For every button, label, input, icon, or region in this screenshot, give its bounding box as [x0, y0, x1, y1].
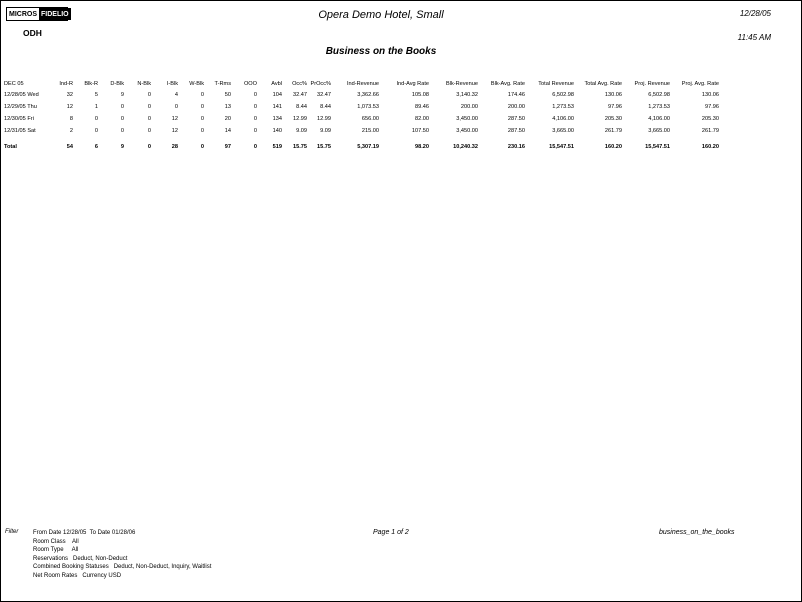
- cell: 205.30: [701, 116, 719, 122]
- cell: W-Blk: [189, 81, 204, 87]
- cell: 82.00: [415, 116, 429, 122]
- cell: 200.00: [507, 104, 525, 110]
- cell: 6: [94, 144, 98, 150]
- cell: 89.46: [415, 104, 429, 110]
- cell: 9: [120, 144, 124, 150]
- cell: 3,450.00: [456, 116, 478, 122]
- cell: 12/29/05 Thu: [4, 104, 37, 110]
- filter-lines: [33, 529, 211, 580]
- cell: Ind-Avg Rate: [396, 81, 429, 87]
- cell: Ind-Revenue: [346, 81, 379, 87]
- cell: 134: [272, 116, 282, 122]
- cell: 174.46: [507, 92, 525, 98]
- cell: 0: [174, 104, 178, 110]
- cell: 0: [147, 128, 151, 134]
- cell: 0: [253, 92, 257, 98]
- cell: 14: [224, 128, 231, 134]
- cell: 20: [224, 116, 231, 122]
- cell: 205.30: [604, 116, 622, 122]
- cell: 104: [272, 92, 282, 98]
- header-row: [4, 79, 719, 89]
- cell: 3,140.32: [456, 92, 478, 98]
- cell: 50: [224, 92, 231, 98]
- cell: 8.44: [296, 104, 307, 110]
- cell: 1: [94, 104, 98, 110]
- cell: 0: [147, 92, 151, 98]
- cell: 5: [94, 92, 98, 98]
- cell: 54: [66, 144, 73, 150]
- report-title: Business on the Books: [325, 46, 437, 57]
- cell: Proj. Revenue: [634, 81, 670, 87]
- cell: 1,273.53: [648, 104, 670, 110]
- cell: 261.79: [701, 128, 719, 134]
- cell: T-Rms: [214, 81, 231, 87]
- cell: 4,106.00: [552, 116, 574, 122]
- cell: 4,106.00: [648, 116, 670, 122]
- cell: 32: [66, 92, 73, 98]
- report-date: 12/28/05: [739, 9, 771, 18]
- cell: 8: [69, 116, 73, 122]
- cell: 3,362.66: [357, 92, 379, 98]
- cell: OOO: [243, 81, 257, 87]
- cell: 0: [147, 116, 151, 122]
- cell: 3,665.00: [648, 128, 670, 134]
- cell: 160.20: [701, 144, 719, 150]
- cell: PrOcc%: [310, 81, 331, 87]
- cell: 0: [147, 104, 151, 110]
- cell: N-Blk: [137, 81, 151, 87]
- cell: 4: [174, 92, 178, 98]
- cell: I-Blk: [166, 81, 178, 87]
- cell: 6,502.98: [552, 92, 574, 98]
- cell: 141: [272, 104, 282, 110]
- cell: Occ%: [292, 81, 307, 87]
- cell: 0: [253, 128, 257, 134]
- cell: Proj. Avg. Rate: [681, 81, 719, 87]
- filter-line: Room Type All: [33, 547, 79, 553]
- cell: 0: [200, 128, 204, 134]
- table-row: [4, 113, 719, 125]
- property-code: ODH: [23, 28, 42, 38]
- cell: Total: [4, 144, 17, 150]
- cell: 12/28/05 Wed: [4, 92, 39, 98]
- cell: 3,450.00: [456, 128, 478, 134]
- cell: 5,307.19: [357, 144, 379, 150]
- filter-line: From Date 12/28/05 To Date 01/28/06: [33, 530, 136, 536]
- cell: 9.09: [320, 128, 331, 134]
- cell: 6,502.98: [648, 92, 670, 98]
- cell: 0: [120, 128, 124, 134]
- cell: 160.20: [604, 144, 622, 150]
- cell: 0: [120, 104, 124, 110]
- cell: 0: [200, 116, 204, 122]
- cell: 1,273.53: [552, 104, 574, 110]
- total-row: [4, 141, 719, 153]
- filter-line: Room Class All: [33, 538, 79, 545]
- cell: Blk-Revenue: [445, 81, 478, 87]
- cell: 0: [120, 116, 124, 122]
- report-time: 11:45 AM: [737, 33, 771, 42]
- cell: D-Blk: [110, 81, 124, 87]
- cell: Ind-R: [59, 81, 73, 87]
- cell: 13: [224, 104, 231, 110]
- cell: 32.47: [293, 92, 307, 98]
- cell: 28: [171, 144, 178, 150]
- cell: 0: [200, 104, 204, 110]
- cell: 9: [120, 92, 124, 98]
- cell: 0: [94, 116, 98, 122]
- hotel-name: Opera Demo Hotel, Small: [318, 9, 444, 21]
- cell: 15.75: [293, 144, 307, 150]
- cell: 12: [171, 128, 178, 134]
- cell: 105.08: [411, 92, 429, 98]
- cell: 0: [253, 144, 257, 150]
- filter-line: Reservations Deduct, Non-Deduct: [33, 555, 128, 562]
- cell: 519: [272, 144, 282, 150]
- cell: 656.00: [361, 116, 379, 122]
- cell: 0: [253, 104, 257, 110]
- cell: 261.79: [604, 128, 622, 134]
- cell: 287.50: [507, 116, 525, 122]
- cell: 15,547.51: [549, 144, 574, 150]
- cell: Total Revenue: [538, 81, 574, 87]
- cell: 130.06: [701, 92, 719, 98]
- cell: 12.99: [293, 116, 307, 122]
- table-row: [4, 89, 719, 101]
- filter-line: Combined Booking Statuses Deduct, Non-Deduct, Inquiry, Waitlist: [33, 564, 212, 570]
- cell: Blk-R: [84, 81, 98, 87]
- cell: 12: [66, 104, 73, 110]
- cell: 9.09: [296, 128, 307, 134]
- cell: 1,073.53: [357, 104, 379, 110]
- filter-label: Filter: [5, 529, 19, 535]
- cell: 130.06: [604, 92, 622, 98]
- cell: 0: [200, 144, 204, 150]
- cell: 3,665.00: [552, 128, 574, 134]
- page-number: Page 1 of 2: [373, 529, 409, 536]
- cell: 2: [69, 128, 73, 134]
- cell: 97.96: [705, 104, 719, 110]
- cell: 12/30/05 Fri: [4, 116, 34, 122]
- cell: Total Avg. Rate: [584, 81, 622, 87]
- cell: DEC 05: [4, 81, 24, 87]
- cell: 0: [147, 144, 151, 150]
- table-row: [4, 101, 719, 113]
- cell: 287.50: [507, 128, 525, 134]
- cell: 98.20: [415, 144, 429, 150]
- table-row: [4, 125, 719, 137]
- cell: 15,547.51: [645, 144, 670, 150]
- cell: 12.99: [317, 116, 331, 122]
- report-name: business_on_the_books: [659, 529, 735, 536]
- cell: Blk-Avg. Rate: [490, 81, 525, 87]
- cell: 12: [171, 116, 178, 122]
- filter-line: Net Room Rates Currency USD: [33, 572, 122, 579]
- cell: Avbl: [271, 81, 282, 87]
- cell: 0: [94, 128, 98, 134]
- cell: 200.00: [460, 104, 478, 110]
- cell: 215.00: [361, 128, 379, 134]
- cell: 140: [272, 128, 282, 134]
- cell: 10,240.32: [453, 144, 478, 150]
- cell: 12/31/05 Sat: [4, 128, 36, 134]
- cell: 97.96: [608, 104, 622, 110]
- cell: 32.47: [317, 92, 331, 98]
- cell: 8.44: [320, 104, 331, 110]
- cell: 107.50: [411, 128, 429, 134]
- cell: 15.75: [317, 144, 331, 150]
- cell: 0: [253, 116, 257, 122]
- cell: 97: [224, 144, 231, 150]
- business-table: [4, 79, 719, 153]
- cell: 0: [200, 92, 204, 98]
- cell: 230.16: [507, 144, 525, 150]
- micros-fidelio-logo: MICROS FIDELIO: [6, 7, 68, 21]
